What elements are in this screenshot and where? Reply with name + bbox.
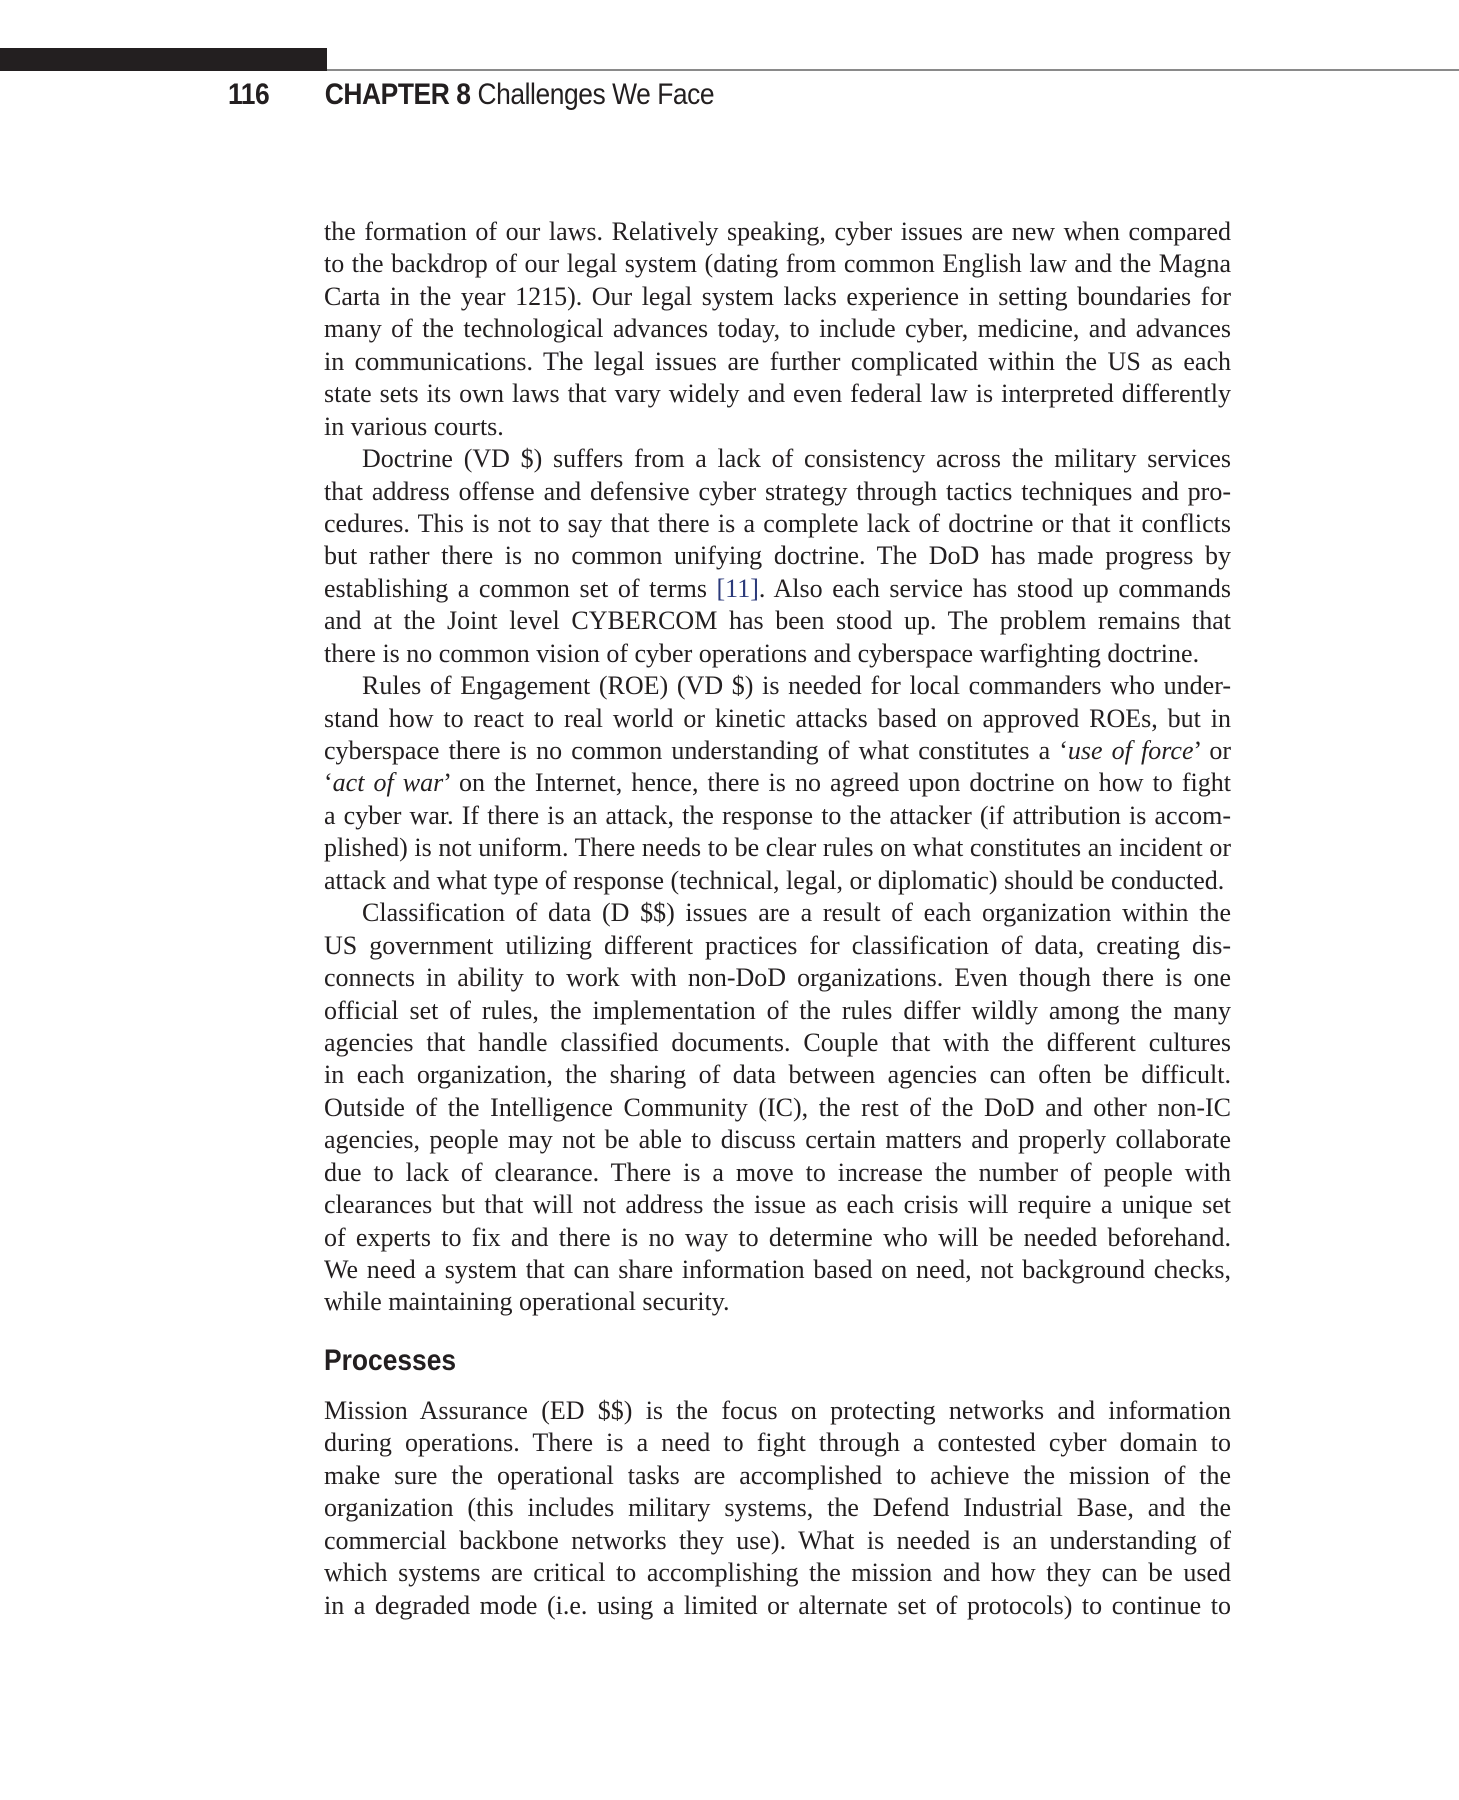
italic-term: act of war [332,768,444,798]
text-line: Classification of data (D $$) issues are a result of each organization within the [362,898,1231,928]
text-line: and at the Joint level CYBERCOM has been stood up. The problem remains that [324,606,1231,636]
text-line: that address offense and defensive cyber strategy through tactics techniques and pro- [324,476,1231,506]
text-line: ‘act of war’ on the Internet, hence, there is no agreed upon doctrine on how to fight [324,768,1231,798]
text-line: in communications. The legal issues are further complicated within the US as each [324,346,1231,376]
text-line: make sure the operational tasks are accomplished to achieve the mission of the [324,1460,1231,1490]
text-line: cyberspace there is no common understanding of what constitutes a ‘use of force’ or [324,736,1232,765]
text-line: plished) is not uniform. There needs to be clear rules on what constitutes an incident or [324,833,1231,863]
paragraph-doctrine [324,443,1231,670]
paragraph-roe [324,670,1231,897]
text-line: Mission Assurance (ED $$) is the focus on protecting networks and information [324,1395,1231,1425]
header-black-bar [0,48,327,71]
text-line: which systems are critical to accomplishing the mission and how they can be used [324,1558,1231,1588]
text-line: a cyber war. If there is an attack, the response to the attacker (if attribution is accom- [324,800,1231,830]
page-body [324,216,1231,1622]
text-line: state sets its own laws that vary widely and even federal law is interpreted differently [324,379,1231,409]
running-header [228,78,714,112]
text-line: Carta in the year 1215). Our legal system lacks experience in setting boundaries for [324,281,1231,311]
text-line: Doctrine (VD $) suffers from a lack of consistency across the military services [362,444,1231,474]
text-line: during operations. There is a need to fight through a contested cyber domain to [324,1428,1231,1458]
text-line: cedures. This is not to say that there is a complete lack of doctrine or that it conflicts [324,508,1231,538]
text-line: US government utilizing different practices for classification of data, creating dis- [324,930,1231,960]
text-line: due to lack of clearance. There is a move to increase the number of people with [324,1157,1231,1187]
text-line: agencies, people may not be able to discuss certain matters and properly collaborate [324,1125,1231,1155]
text-line: connects in ability to work with non-DoD organizations. Even though there is one [324,963,1231,993]
paragraph-mission-assurance [324,1395,1231,1622]
text-line: of experts to fix and there is no way to determine who will be needed beforehand. [324,1222,1231,1252]
text-line: clearances but that will not address the issue as each crisis will require a unique set [324,1190,1231,1220]
text-line: organization (this includes military systems, the Defend Industrial Base, and the [324,1493,1231,1523]
text-line: there is no common vision of cyber operations and cyberspace warfighting doctrine. [324,638,1200,668]
text-line: We need a system that can share information based on need, not background checks, [324,1255,1231,1284]
text-line: to the backdrop of our legal system (dating from common English law and the Magna [324,249,1231,279]
chapter-label: CHAPTER 8 [324,78,471,111]
text-line-with-citation: establishing a common set of terms [11]. Also each service has stood up commands [324,573,1231,603]
paragraph-legal [324,216,1231,443]
text-line: attack and what type of response (technical, legal, or diplomatic) should be conducted. [324,865,1225,895]
page-number: 116 [228,78,270,111]
text-line: agencies that handle classified documents. Couple that with the different cultures [324,1027,1231,1057]
header-rule [327,69,1459,71]
text-line: in a degraded mode (i.e. using a limited or alternate set of protocols) to continue to [324,1590,1231,1620]
text-line: in each organization, the sharing of data between agencies can often be difficult. [324,1060,1231,1090]
text-line: Outside of the Intelligence Community (IC), the rest of the DoD and other non-IC [324,1092,1231,1122]
text-line: official set of rules, the implementation of the rules differ wildly among the many [324,995,1231,1025]
paragraph-classification [324,897,1231,1319]
text-line: while maintaining operational security. [324,1287,730,1317]
citation-link[interactable]: [11] [716,573,759,603]
text-line: the formation of our laws. Relatively speaking, cyber issues are new when compared [324,217,1231,246]
text-line: many of the technological advances today, to include cyber, medicine, and advances [324,314,1231,344]
text-line: in various courts. [324,411,504,441]
italic-term: use of force [1067,736,1194,765]
text-line: commercial backbone networks they use). What is needed is an understanding of [324,1525,1231,1555]
text-line: stand how to react to real world or kinetic attacks based on approved ROEs, but in [324,703,1231,733]
text-line: but rather there is no common unifying doctrine. The DoD has made progress by [324,541,1231,571]
text-line: Rules of Engagement (ROE) (VD $) is needed for local commanders who under- [362,671,1231,701]
section-heading: Processes [324,1343,457,1377]
chapter-title: Challenges We Face [477,78,715,111]
